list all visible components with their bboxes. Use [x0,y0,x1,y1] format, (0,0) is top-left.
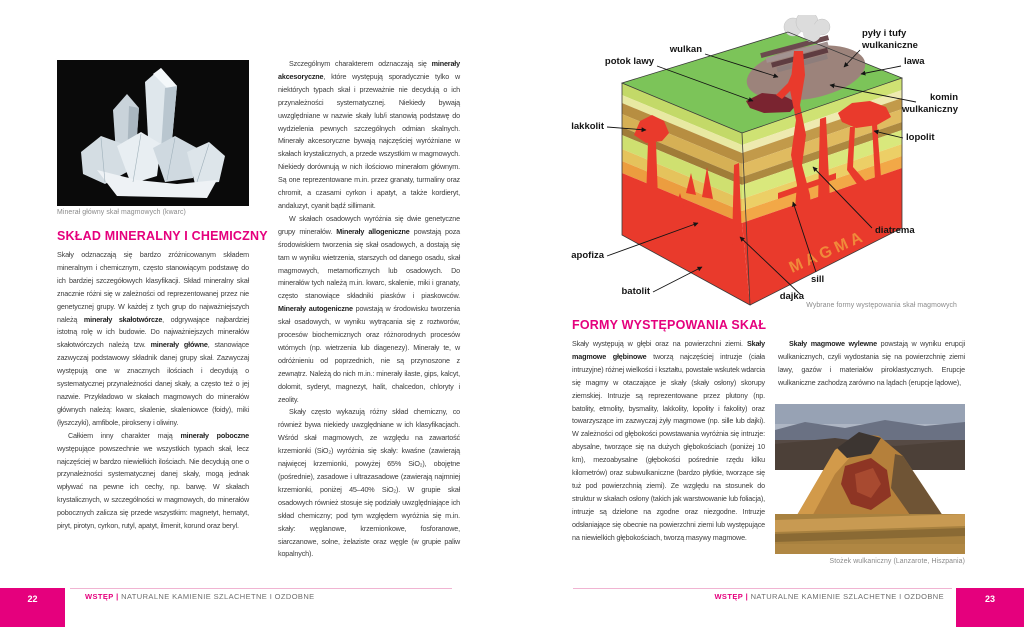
right-column-1 [572,338,765,545]
paragraph: Skały odznaczają się bardzo zróżnicowanym składem mineralnym i chemicznym, często stanowiącym podstawę do ich bardziej szczegółowych klasyfikacji. Skład mineralny skał znacznie różni się w zależności od reprezentowanej przez nie genetycznej grupy. W każdej z tych grup do najważniejszych należą minerały skałotwórcze, odgrywające najbardziej istotną rolę w ich budowie. Do najważniejszych minerałów skałotwórczych należą tzw. minerały główne, stanowiące zazwyczaj podstawowy składnik danej grupy skał. Zazwyczaj występują one w znacznych ilościach i decydują o systematycznej przynależności danej skały, a często też o jej nazwie. Przykładowo w skałach magmowych do minerałów głównych należą: kwarc, skalenie, skaleniowce (foidy), miki (łyszczyki), amfibole, pirokseny i oliwiny. [57,250,250,427]
paragraph: Szczególnym charakterem odznaczają się minerały akcesoryczne, które występują sporadycznie tylko w niektórych typach skał i przeważnie nie decydują o ich przynależności systematycznej. Niekiedy bywają uwzględniane w nazwie skały lub/i stanowią podstawę do wydzielenia pewnych szczególnych odmian skalnych. Minerały akcesoryczne bywają najczęściej wyróżniane w skałach krystalicznych, a przede wszystkim w magmowych. Niekiedy dorównują w nich ilościowo minerałom głównym. Są one reprezentowane m.in. przez granaty, turmaliny oraz chromit, a czasami cyrkon i apatyt, a także kordieryt, andaluzyt, cyanit bądź sillimanit. [278,59,460,210]
label-potok-lawy: potok lawy [604,56,654,67]
footer-rule-right [573,588,952,589]
page-number-right: 23 [956,588,1024,627]
label-batolit: batolit [621,286,650,297]
volcano-photo-caption: Stożek wulkaniczny (Lanzarote, Hiszpania) [829,558,965,565]
paragraph: W skałach osadowych wyróżnia się dwie genetyczne grupy minerałów. Minerały allogeniczne powstają poza środowiskiem tworzenia się skał osadowych, a dostają się tam w wyniku wietrzenia, starszych od danego osadu, skał magmowych, metamorficznych lub osadowych. Do minerałów tych należą m.in. kwarc, skalenie, miki i granaty, często stanowiące składniki piasków i piaskowców. Minerały autogeniczne powstają w środowisku tworzenia skał osadowych, w wyniku wytrącania się z roztworów, procesów biochemicznych oraz różnorodnych procesów wtórnych (np. wietrzenia lub diagenezy). Minerały te, w odróżnieniu od poprzednich, nie są przynoszone z zewnątrz. Należą do nich m.in.: minerały ilaste, gips, kalcyt, dolomit, syderyt, magnezyt, halit, chalcedon, chloryty i zeolity. [278,213,460,404]
label-wulkan: wulkan [669,44,702,55]
left-column-2 [278,58,460,561]
label-pyly-line2: wulkaniczne [862,40,918,51]
label-apofiza: apofiza [571,250,604,261]
igneous-forms-diagram [550,15,970,315]
paragraph: Skały występują w głębi oraz na powierzchni ziemi. Skały magmowe głębinowe tworzą najczęściej intruzje (ciała intruzyjne) różnej wielkości i kształtu, powstałe wskutek wdarcia się magmy w otaczające je skały (skały osłony) skorupy ziemskiej. Intruzje są reprezentowane przez plutony (np. batolity, etmolity, bysmality, lakkolity, lopolity i fakolity) oraz towarzyszące im zazwyczaj żyły magmowe (np. sille lub dajki). W zależności od głębokości powstawania wyróżnia się intruzje: abysalne, tworzące się na dużych głębokościach (poniżej 10 km), mezoabysalne (głębokości pośrednie rzędu kilku kilometrów) oraz subwulkaniczne (bardzo płytkie, tworzące się tuż pod powierzchnią ziemi). Ze względu na stosunek do struktur w skałach osłony (takich jak warstwowanie lub foliacja), intruzje są dzielone na zgodne oraz niezgodne. Intruzje odsłaniające się obecnie na powierzchni ziemi lub występujące na niewielkich głębokościach, tworzą masywy magmowe. [572,339,765,542]
paragraph: Skały magmowe wylewne powstają w wyniku erupcji wulkanicznych, czyli wydostania się na powierzchnię ziemi lawy, gazów i materiałów piroklastycznych. Erupcje wulkaniczne zachodzą zarówno na lądach (erupcje lądowe), [778,339,965,387]
running-footer-right [573,592,944,601]
right-column-2 [778,338,965,390]
volcano-photo [775,404,965,554]
quartz-photo-caption: Minerał główny skał magmowych (kwarc) [57,209,186,216]
label-lopolit: lopolit [906,132,935,143]
left-column-1 [57,249,249,533]
label-komin-line2: wulkaniczny [902,104,958,115]
left-page-heading: SKŁAD MINERALNY I CHEMICZNY [57,229,268,243]
quartz-photo-art [57,60,249,206]
footer-book-title: NATURALNE KAMIENIE SZLACHETNE I OZDOBNE [121,592,315,601]
label-komin-line1: komin [930,92,958,103]
label-pyly-line1: pyły i tufy [862,28,907,39]
label-dajka: dajka [779,291,804,302]
footer-section-label: WSTĘP [85,592,114,601]
quartz-photo [57,60,249,206]
paragraph: Skały często wykazują różny skład chemiczny, co również bywa niekiedy uwzględniane w ich klasyfikacjach. Wśród skał magmowych, ze względu na zawartość krzemionki (SiO₂) wyróżnia się skały: kwaśne (zawierają najwięcej krzemionki, powyżej 65% SiO₂), obojętne (pośrednie), zasadowe i ultrazasadowe (zawierają najmniej krzemionki, poniżej 45–40% SiO₂). W grupie skał osadowych również stosuje się podziały uwzględniające ich skład chemiczny; pod tym względem wyróżnia się m.in. skały: węglanowe, krzemionkowe, fosforanowe, siarczanowe, solne, żelaziste oraz węgle (w grupie paliw kopalnych). [278,407,460,559]
footer-section-label: WSTĘP [714,592,744,601]
footer-rule-left [70,588,452,589]
label-lakkolit: lakkolit [571,121,604,132]
paragraph: Całkiem inny charakter mają minerały poboczne występujące powszechnie we wszystkich typach skał, lecz najczęściej w bardzo niewielkich ilościach. Nie decydują one o przynależności systematycznej danej skały, mogą jednak wpływać na pewne ich cechy, np. barwę. W skałach krystalicznych, w szczególności w magmowych, do minerałów pobocznych zalicza się przede wszystkim: magnetyt, hematyt, piryt, pirotyn, cyrkon, rutyl, apatyt, ilmenit, korund oraz beryl. [57,430,249,531]
label-lawa: lawa [904,56,925,67]
label-sill: sill [811,274,825,285]
footer-separator: | [745,592,749,601]
running-footer-left [85,592,315,601]
right-page-heading: FORMY WYSTĘPOWANIA SKAŁ [572,318,767,332]
footer-separator: | [116,592,119,601]
volcano-photo-art [775,404,965,554]
magma-label: MAGMA [786,227,869,277]
footer-book-title: NATURALNE KAMIENIE SZLACHETNE I OZDOBNE [750,592,944,601]
label-diatrema: diatrema [875,225,915,236]
diagram-caption: Wybrane formy występowania skał magmowych [806,302,957,309]
page-number-left: 22 [0,588,65,627]
